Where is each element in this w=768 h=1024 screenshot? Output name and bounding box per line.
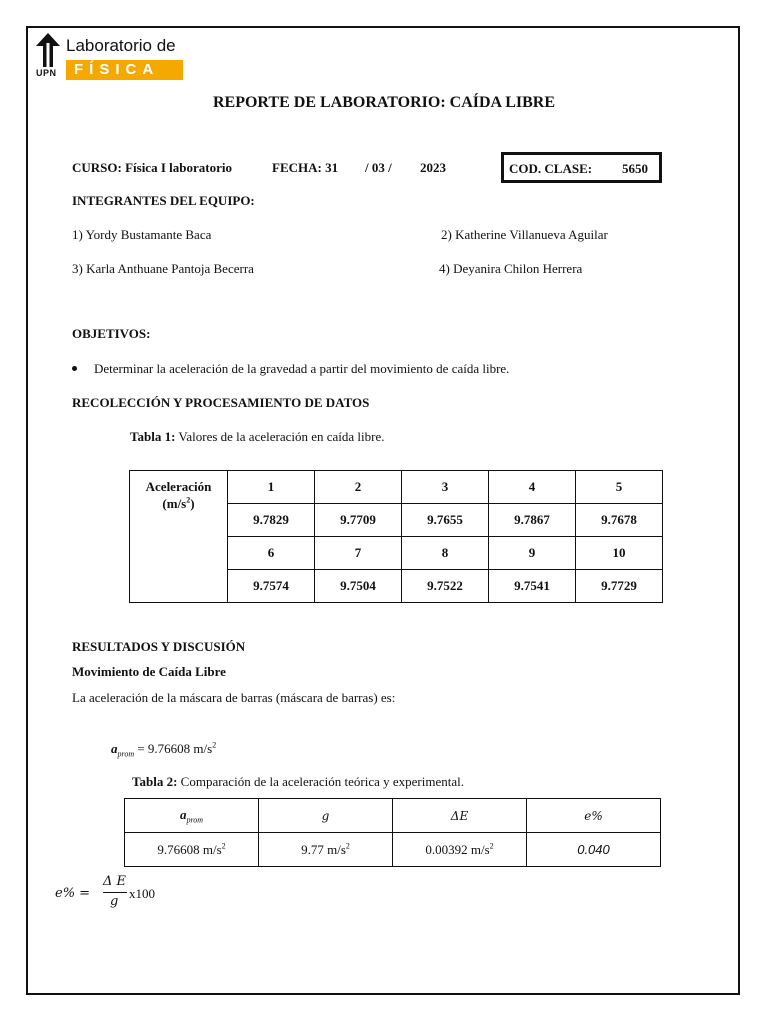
tabla1-header-cell (130, 471, 228, 603)
formula-right: x100 (129, 886, 155, 901)
objetivos-heading: OBJETIVOS: (72, 326, 151, 341)
formula-denominator: g (110, 894, 119, 909)
resultados-heading: RESULTADOS Y DISCUSIÓN (72, 639, 246, 654)
table-cell: 0.040 (527, 833, 661, 867)
tabla1-caption-text: Valores de la aceleración en caída libre. (178, 429, 385, 444)
curso-label: CURSO: Física I laboratorio (72, 160, 232, 175)
t2-g-value: 9.77 m/s (301, 841, 346, 857)
table-cell: 9.7522 (402, 570, 489, 603)
datos-heading: RECOLECCIÓN Y PROCESAMIENTO DE DATOS (72, 395, 370, 410)
table-header-cell: e% (527, 799, 661, 833)
table-cell: 9.7729 (576, 570, 663, 603)
upn-logo (34, 33, 184, 81)
logo-line2: FÍSICA (66, 60, 183, 80)
formula-fraction-bar (103, 892, 127, 893)
aprom-equation (111, 741, 216, 759)
tabla1-head-close: ) (190, 496, 195, 511)
t2-de-exp: 2 (489, 841, 494, 851)
table-cell (259, 833, 393, 867)
table-cell: 9.7541 (489, 570, 576, 603)
table-cell: 9.7574 (228, 570, 315, 603)
table-header-cell: ΔE (393, 799, 527, 833)
table-row (125, 833, 661, 867)
table-cell: 9.7678 (576, 504, 663, 537)
tabla1-caption (130, 429, 385, 445)
member-1: 1) Yordy Bustamante Baca (72, 227, 212, 242)
objetivo-item: Determinar la aceleración de la gravedad a partir del movimiento de caída libre. (94, 361, 510, 376)
table-cell: 5 (576, 471, 663, 504)
resultados-paragraph: La aceleración de la máscara de barras (máscara de barras) es: (72, 690, 396, 705)
table-row (130, 471, 663, 504)
cod-clase-box (501, 152, 662, 183)
table-row (125, 799, 661, 833)
tabla1-label: Tabla 1: (130, 429, 176, 444)
document-title: REPORTE DE LABORATORIO: CAÍDA LIBRE (212, 94, 555, 111)
logo-badge: UPN (36, 68, 57, 78)
fecha-label: FECHA: 31 (272, 160, 339, 175)
table-cell (393, 833, 527, 867)
resultados-subheading: Movimiento de Caída Libre (72, 664, 226, 679)
cod-clase-label: COD. CLASE: (509, 161, 593, 176)
member-4: 4) Deyanira Chilon Herrera (439, 261, 583, 276)
tabla2 (124, 798, 661, 867)
tabla1-head-line1: Aceleración (145, 479, 212, 494)
tabla1-head-line2: (m/s (162, 496, 187, 511)
table-cell: 9.7709 (315, 504, 402, 537)
table-cell (125, 833, 259, 867)
table-cell: 8 (402, 537, 489, 570)
t2-head-a-sub: prom (186, 815, 204, 825)
table-cell: 9 (489, 537, 576, 570)
table-cell: 7 (315, 537, 402, 570)
aprom-exp: 2 (212, 740, 217, 750)
tabla1 (129, 470, 663, 603)
t2-a-value: 9.76608 m/s (157, 841, 222, 857)
aprom-value: = 9.76608 m/s (134, 741, 213, 756)
formula-numerator: Δ E (103, 874, 127, 889)
logo-line1: Laboratorio de (66, 36, 176, 55)
member-3: 3) Karla Anthuane Pantoja Becerra (72, 261, 254, 276)
table-cell: 6 (228, 537, 315, 570)
tabla1-head-exp: 2 (186, 495, 191, 505)
table-cell: 9.7867 (489, 504, 576, 537)
table-cell: 1 (228, 471, 315, 504)
t2-head-a: a (179, 806, 187, 822)
table-cell: 3 (402, 471, 489, 504)
table-cell: 10 (576, 537, 663, 570)
table-cell: 9.7504 (315, 570, 402, 603)
fecha-month: / 03 / (365, 160, 392, 175)
t2-g-exp: 2 (345, 841, 350, 851)
error-formula (55, 874, 175, 914)
cod-clase-value: 5650 (622, 161, 648, 176)
integrantes-heading: INTEGRANTES DEL EQUIPO: (72, 193, 255, 208)
formula-left: e% = (55, 886, 91, 901)
table-cell: 4 (489, 471, 576, 504)
aprom-subscript: prom (117, 749, 135, 759)
aprom-symbol: a (111, 741, 118, 756)
tabla2-caption (132, 774, 464, 790)
table-cell: 2 (315, 471, 402, 504)
t2-de-value: 0.00392 m/s (425, 841, 490, 857)
t2-a-exp: 2 (221, 841, 226, 851)
table-header-cell: g (259, 799, 393, 833)
member-2: 2) Katherine Villanueva Aguilar (441, 227, 608, 242)
bullet-icon (72, 366, 77, 371)
fecha-year: 2023 (420, 160, 446, 175)
table-header-cell (125, 799, 259, 833)
table-cell: 9.7655 (402, 504, 489, 537)
tabla2-label: Tabla 2: (132, 774, 178, 789)
tabla2-caption-text: Comparación de la aceleración teórica y experimental. (180, 774, 464, 789)
upn-arrow-icon (34, 33, 62, 67)
table-cell: 9.7829 (228, 504, 315, 537)
